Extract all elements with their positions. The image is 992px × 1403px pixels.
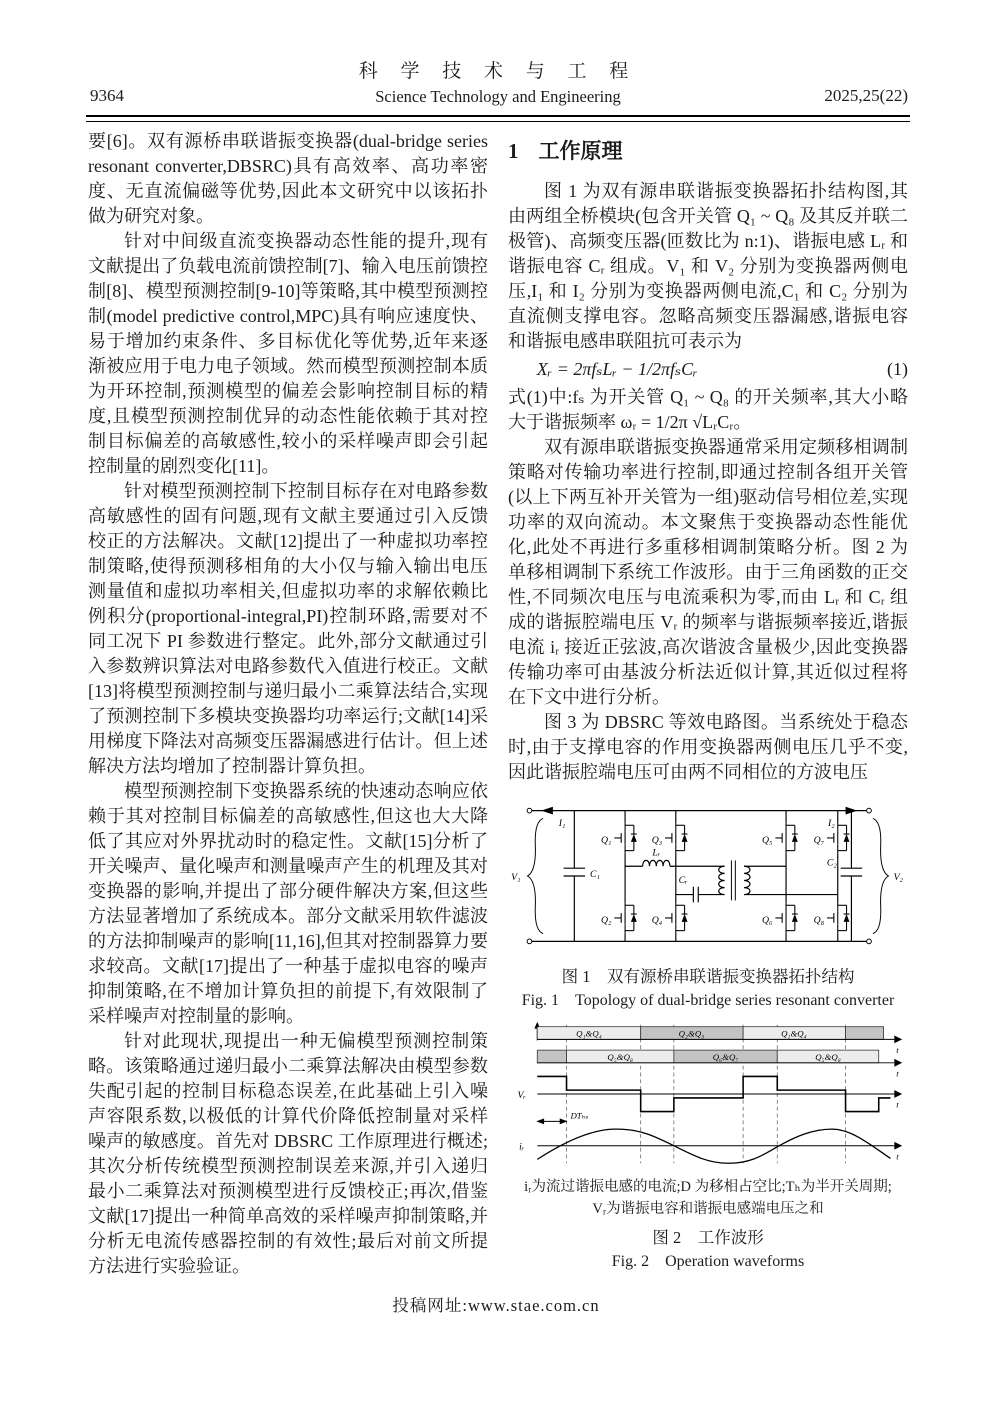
label-q3: Q₃ — [651, 834, 663, 846]
ir-axis-arrow — [894, 1142, 902, 1150]
gate-label-q1q4: Q₁&Q₄ — [781, 1028, 807, 1039]
label-v2: V₂ — [893, 871, 903, 883]
t-axis-2-arrow — [894, 1059, 902, 1067]
page-number: 9364 — [90, 86, 124, 105]
capacitor-c1 — [564, 811, 585, 942]
transformer — [719, 860, 838, 900]
paragraph: 式(1)中:fₛ 为开关管 Q₁ ~ Q₈ 的开关频率,其大小略大于谐振频率 ωᵣ = 1/2π √LᵣCᵣ。 — [508, 387, 908, 432]
mosfet-q2-symbol — [614, 902, 636, 933]
page-body — [88, 129, 908, 1279]
mosfet-q8-symbol — [827, 902, 849, 933]
inductor-lr — [625, 860, 725, 866]
label-lr: Lᵣ — [652, 847, 661, 859]
gate-label-q5q8: Q₅&Q₈ — [607, 1051, 633, 1062]
label-q4: Q₄ — [651, 914, 663, 926]
header-rule-thin — [86, 121, 910, 122]
left-column — [88, 129, 488, 1279]
dt-label: DTₕₛ — [570, 1110, 589, 1121]
equation-number: (1) — [887, 359, 908, 379]
circuit-topology-figure — [508, 793, 908, 959]
capacitor-cr — [676, 887, 725, 903]
mosfet-q1-symbol — [614, 822, 636, 853]
journal-title-en: Science Technology and Engineering — [375, 87, 621, 106]
figure2-caption-zh: 图 2 工作波形 — [652, 1228, 764, 1247]
v2-brace — [873, 818, 889, 933]
figure1-caption-en: Fig. 1 Topology of dual-bridge series resonant converter — [521, 992, 895, 1009]
paragraph: 模型预测控制下变换器系统的快速动态响应依赖于其对控制目标偏差的高敏感性,但这也大大降低了其应对外界扰动时的稳定性。文献[15]分析了开关噪声、量化噪声和测量噪声产生的机理及其对变换器的影响,并提出了部分硬件解决方案,但这些方法显著增加了系统成本。部分文献采用软件滤波的方法抑制噪声的影响[11,16],但其对控制器算力要求较高。文献[17]提出了一种基于虚拟电容的噪声抑制策略,在不增加计算负担的前提下,有效限制了采样噪声对控制量的影响。 — [88, 781, 488, 1026]
submission-url: 投稿网址:www.stae.com.cn — [392, 1296, 600, 1315]
equation-1 — [508, 357, 908, 382]
figure2-note-line2: Vᵣ为谐振电容和谐振电感端电压之和 — [592, 1201, 824, 1217]
figure-1 — [508, 793, 908, 1012]
mosfet-q4-symbol — [665, 902, 687, 933]
label-c2: C₂ — [826, 857, 837, 869]
label-q1: Q₁ — [600, 834, 612, 846]
t-axis-1-arrow — [894, 1035, 902, 1043]
page-header — [88, 56, 908, 108]
vr-axis-t-label: t — [896, 1099, 899, 1110]
issue-info: 2025,25(22) — [824, 86, 908, 105]
terminal — [527, 939, 532, 944]
vr-axis-label: Vᵣ — [517, 1089, 526, 1101]
label-i1: I₁ — [558, 818, 566, 830]
section-heading — [508, 137, 908, 165]
ir-axis-t-label: t — [896, 1151, 899, 1162]
label-q5: Q₅ — [761, 834, 773, 846]
mosfet-q3-symbol — [665, 822, 687, 853]
gate-label-q6q7: Q₆&Q₇ — [712, 1051, 739, 1062]
figure-2 — [508, 1020, 908, 1273]
t-axis-1-label: t — [896, 1045, 899, 1056]
v1-brace — [528, 818, 544, 933]
label-cr: Cᵣ — [678, 874, 688, 886]
gate-label-q5q8: Q₅&Q₈ — [815, 1051, 841, 1062]
paragraph: 要[6]。双有源桥串联谐振变换器(dual-bridge series resonant converter,DBSRC)具有高效率、高功率密度、无直流偏磁等优势,因此本文研究中以该拓扑做为研究对象。 — [88, 131, 488, 226]
figure1-caption-zh: 图 1 双有源桥串联谐振变换器拓扑结构 — [561, 967, 855, 986]
paragraph: 图 3 为 DBSRC 等效电路图。当系统处于稳态时,由于支撑电容的作用变换器两侧电压几乎不变,因此谐振腔端电压可由两不同相位的方波电压 — [508, 712, 908, 782]
section-title: 工作原理 — [538, 139, 623, 163]
mosfet-q6-symbol — [775, 902, 797, 933]
paragraph: 针对模型预测控制下控制目标存在对电路参数高敏感性的固有问题,现有文献主要通过引入反馈校正的方法解决。文献[12]提出了一种虚拟功率控制策略,使得预测移相角的大小仅与输入输出电压测量值和虚拟功率相关,但虚拟功率的求解依赖比例积分(proportional-integral,PI)控制环路,需要对不同工况下 PI 参数进行整定。此外,部分文献通过引入参数辨识算法对电路参数代入值进行校正。文献[13]将模型预测控制与递归最小二乘算法结合,实现了预测控制下多模块变换器均功率运行;文献[14]采用梯度下降法对高频变压器漏感进行估计。但上述解决方法均增加了控制器计算负担。 — [88, 481, 488, 776]
equation-body: Xᵣ = 2πfₛLᵣ − 1/2πfₛCᵣ — [536, 359, 698, 379]
label-q8: Q₈ — [813, 914, 825, 926]
gate-label-q2q3: Q₂&Q₃ — [678, 1028, 705, 1039]
label-q2: Q₂ — [600, 914, 612, 926]
ir-axis-label: iᵣ — [519, 1141, 525, 1153]
terminal — [867, 808, 872, 813]
label-q6: Q₆ — [761, 914, 773, 926]
paragraph: 针对此现状,现提出一种无偏模型预测控制策略。该策略通过递归最小二乘算法解决由模型参数失配引起的控制目标稳态误差,在此基础上引入噪声容限系数,以极低的计算代价降低控制量对采样噪声的敏感度。首先对 DBSRC 工作原理进行概述;其次分析传统模型预测控制误差来源,并引入递归最小二乘算法对预测模型进行反馈校正;再次,借鉴文献[17]提出一种简单高效的采样噪声抑制策略,并分析无电流传感器控制的有效性;最后对前文所提方法进行实验验证。 — [88, 1031, 488, 1276]
operation-waveforms-figure — [508, 1020, 908, 1170]
label-i2: I₂ — [828, 818, 835, 830]
figure2-note-line1: iᵣ为流过谐振电感的电流;D 为移相占空比;Tₕ为半开关周期; — [524, 1179, 892, 1195]
terminal — [867, 939, 872, 944]
right-column — [508, 129, 908, 1279]
terminal — [527, 808, 532, 813]
phase-shift-annotation — [536, 1118, 567, 1124]
section-number: 1 — [508, 139, 519, 163]
vr-axis-arrow — [894, 1090, 902, 1098]
figure2-caption-en: Fig. 2 Operation waveforms — [611, 1253, 805, 1270]
current-arrow-i1 — [541, 807, 553, 815]
mosfet-q5-symbol — [775, 822, 797, 853]
header-rule-thick — [86, 115, 910, 117]
t-axis-2-label: t — [896, 1068, 899, 1079]
figure2-notes — [508, 1176, 908, 1220]
label-c1: C₁ — [589, 868, 600, 880]
gate-label-q1q4: Q₁&Q₄ — [576, 1028, 602, 1039]
label-q7: Q₇ — [813, 834, 825, 846]
journal-title-block — [88, 56, 908, 107]
journal-title-zh: 科 学 技 术 与 工 程 — [358, 61, 638, 82]
label-v1: V₁ — [511, 871, 521, 883]
paragraph: 双有源串联谐振变换器通常采用定频移相调制策略对传输功率进行控制,即通过控制各组开关管(以上下两互补开关管为一组)驱动信号相位差,实现功率的双向流动。本文聚焦于变换器动态性能优化,此处不再进行多重移相调制策略分析。图 2 为单移相调制下系统工作波形。由于三角函数的正交性,不同频次电压与电流乘积为零,而由 Lᵣ 和 Cᵣ 组成的谐振腔端电压 Vᵣ 的频率与谐振频率接近,谐振电流 iᵣ 接近正弦波,高次谐波含量极少,因此变换器传输功率可由基波分析法近似计算,其近似过程将在下文中进行分析。 — [508, 437, 908, 707]
paragraph: 图 1 为双有源串联谐振变换器拓扑结构图,其由两组全桥模块(包含开关管 Q₁ ~ Q₈ 及其反并联二极管)、高频变压器(匝数比为 n:1)、谐振电感 Lᵣ 和谐振电容 Cᵣ 组成。V₁ 和 V₂ 分别为变换器两侧电压,I₁ 和 I₂ 分别为变换器两侧电流,C₁ 和 C₂ 分别为直流侧支撑电容。忽略高频变压器漏感,谐振电容和谐振电感串联阻抗可表示为 — [508, 181, 908, 351]
paragraph: 针对中间级直流变换器动态性能的提升,现有文献提出了负载电流前馈控制[7]、输入电压前馈控制[8]、模型预测控制[9-10]等策略,其中模型预测控制(model predictive control,MPC)具有响应速度快、易于增加约束条件、多目标优化等优势,近年来逐渐被应用于电力电子领域。然而模型预测控制本质为开环控制,预测模型的偏差会影响控制目标的精度,且模型预测控制优异的动态性能依赖于其对控制目标偏差的高敏感性,较小的采样噪声即会引起控制量的剧烈变化[11]。 — [88, 231, 488, 476]
